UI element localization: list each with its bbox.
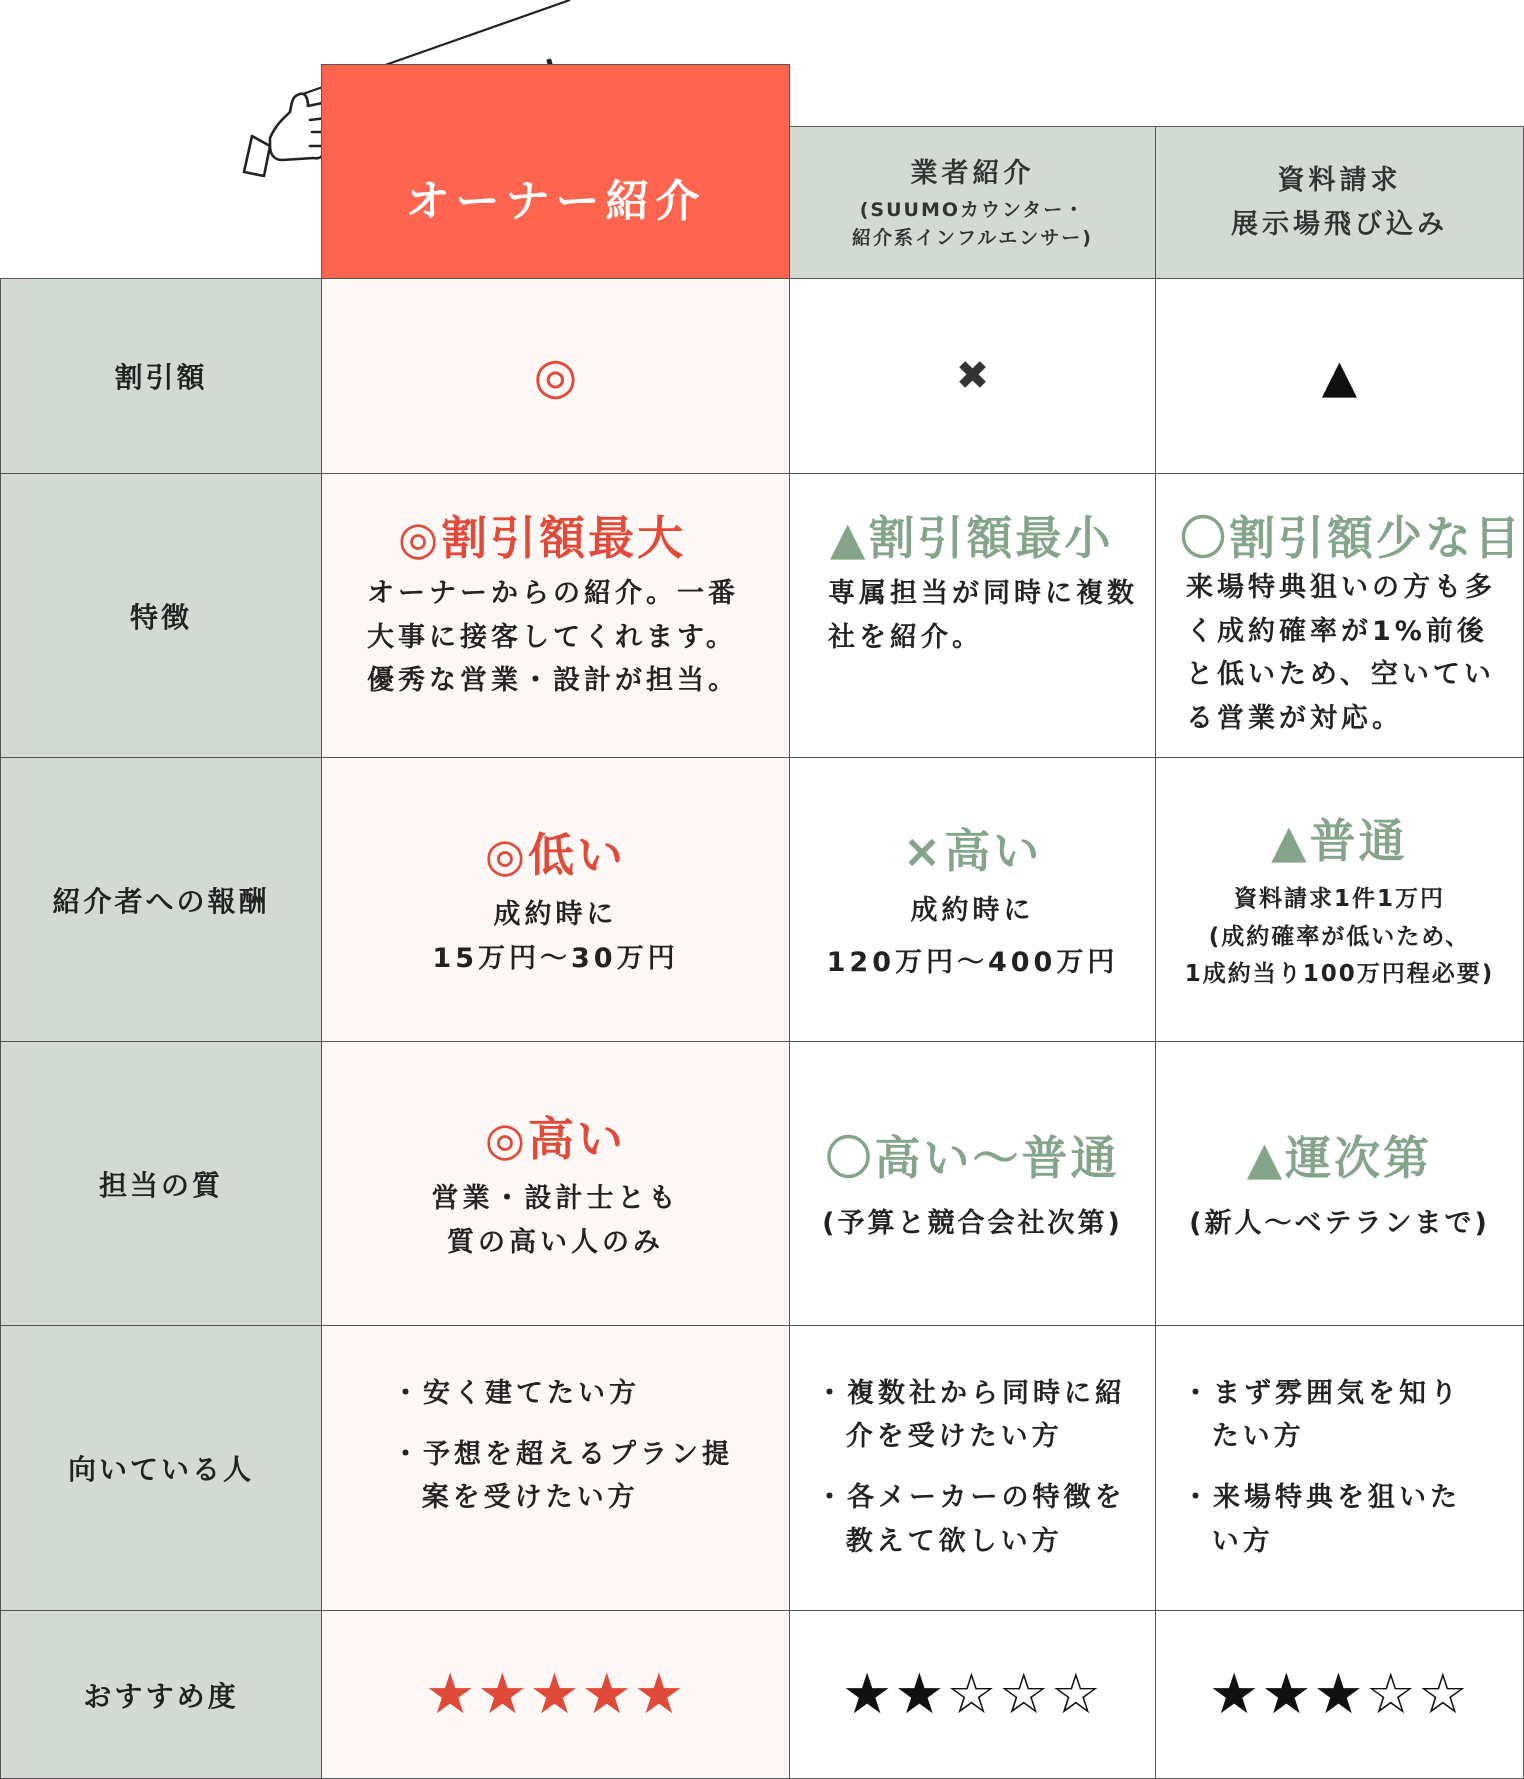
row-label-text: おすすめ度 bbox=[83, 1679, 239, 1713]
reward-owner-title: ◎低い bbox=[484, 827, 627, 882]
request-header-line2: 展示場飛び込み bbox=[1231, 208, 1448, 240]
row-label-discount bbox=[0, 278, 322, 474]
list-item: ・来場特典を狙いたい方 bbox=[1182, 1482, 1461, 1557]
quality-owner-cell bbox=[321, 1041, 790, 1326]
list-item: ・まず雰囲気を知りたい方 bbox=[1182, 1378, 1461, 1453]
reward-agent-title: ×高い bbox=[902, 823, 1043, 878]
reward-request-cell bbox=[1155, 757, 1524, 1042]
quality-request-line1: (新人〜ベテランまで) bbox=[1189, 1207, 1490, 1239]
suited-owner-list bbox=[392, 1372, 752, 1538]
reward-request-title: ▲普通 bbox=[1271, 813, 1408, 868]
features-agent-body: 専属担当が同時に複数社を紹介。 bbox=[828, 578, 1138, 653]
list-item: ・安く建てたい方 bbox=[392, 1378, 640, 1409]
reward-request-line2: (成約確率が低いため、 bbox=[1208, 923, 1471, 950]
features-owner-body: オーナーからの紹介。一番大事に接客してくれます。優秀な営業・設計が担当。 bbox=[367, 578, 739, 697]
list-item: ・予想を超えるプラン提案を受けたい方 bbox=[392, 1439, 733, 1514]
request-header bbox=[1155, 126, 1524, 279]
discount-request-cell bbox=[1155, 278, 1524, 474]
list-item: ・複数社から同時に紹介を受けたい方 bbox=[816, 1378, 1126, 1453]
agent-header-sub1: (SUUMOカウンター・ bbox=[859, 198, 1086, 221]
quality-owner-line1: 営業・設計士とも bbox=[431, 1182, 680, 1214]
agent-header bbox=[789, 126, 1156, 279]
owner-header-title: オーナー紹介 bbox=[405, 175, 706, 227]
recommend-owner-cell bbox=[321, 1610, 790, 1779]
row-label-text: 割引額 bbox=[114, 361, 208, 394]
features-owner-cell bbox=[321, 473, 790, 758]
features-owner-title: ◎割引額最大 bbox=[398, 511, 687, 565]
cross-mark: ✖ bbox=[955, 353, 990, 399]
quality-owner-title: ◎高い bbox=[484, 1111, 627, 1166]
reward-agent-line2: 120万円〜400万円 bbox=[826, 946, 1119, 978]
row-label-text: 紹介者への報酬 bbox=[52, 884, 270, 918]
quality-agent-title: 〇高い〜普通 bbox=[825, 1130, 1120, 1185]
discount-owner-cell bbox=[321, 278, 790, 474]
star-rating: ★★☆☆☆ bbox=[841, 1662, 1103, 1727]
features-agent-title: ▲割引額最小 bbox=[830, 511, 1114, 565]
owner-header bbox=[321, 64, 790, 279]
suited-owner-cell bbox=[321, 1325, 790, 1611]
recommend-agent-cell bbox=[789, 1610, 1156, 1779]
quality-agent-cell bbox=[789, 1041, 1156, 1326]
request-header-line1: 資料請求 bbox=[1277, 165, 1402, 197]
reward-owner-line2: 15万円〜30万円 bbox=[432, 942, 679, 974]
row-label-text: 特徴 bbox=[129, 600, 192, 634]
row-label-text: 担当の質 bbox=[98, 1168, 223, 1202]
reward-owner-line1: 成約時に bbox=[493, 898, 618, 930]
features-agent-cell bbox=[789, 473, 1156, 758]
triangle-mark: ▲ bbox=[1321, 349, 1358, 403]
discount-agent-cell bbox=[789, 278, 1156, 474]
row-label-recommend bbox=[0, 1610, 322, 1779]
features-request-cell bbox=[1155, 473, 1524, 758]
suited-agent-cell bbox=[789, 1325, 1156, 1611]
features-request-title: 〇割引額少な目 bbox=[1180, 511, 1523, 565]
double-circle-mark: ◎ bbox=[533, 347, 578, 405]
suited-agent-list bbox=[816, 1372, 1141, 1581]
quality-owner-line2: 質の高い人のみ bbox=[447, 1226, 664, 1258]
row-label-suited bbox=[0, 1325, 322, 1611]
list-item: ・各メーカーの特徴を教えて欲しい方 bbox=[816, 1482, 1126, 1557]
reward-owner-cell bbox=[321, 757, 790, 1042]
suited-request-list bbox=[1182, 1372, 1472, 1581]
row-label-reward bbox=[0, 757, 322, 1042]
row-label-text: 向いている人 bbox=[67, 1453, 254, 1486]
reward-agent-line1: 成約時に bbox=[910, 894, 1035, 926]
row-label-features bbox=[0, 473, 322, 758]
recommend-request-cell bbox=[1155, 1610, 1524, 1779]
star-rating: ★★★☆☆ bbox=[1208, 1662, 1470, 1727]
reward-request-line1: 資料請求1件1万円 bbox=[1233, 885, 1445, 912]
suited-request-cell bbox=[1155, 1325, 1524, 1611]
star-rating: ★★★★★ bbox=[424, 1662, 686, 1727]
quality-agent-line1: (予算と競合会社次第) bbox=[822, 1207, 1123, 1239]
quality-request-title: ▲運次第 bbox=[1246, 1130, 1433, 1185]
row-label-quality bbox=[0, 1041, 322, 1326]
reward-request-line3: 1成約当り100万円程必要) bbox=[1184, 961, 1495, 988]
agent-header-title: 業者紹介 bbox=[910, 158, 1035, 190]
quality-request-cell bbox=[1155, 1041, 1524, 1326]
agent-header-sub2: 紹介系インフルエンサー) bbox=[852, 227, 1093, 250]
features-request-body: 来場特典狙いの方も多く成約確率が1%前後と低いため、空いている営業が対応。 bbox=[1186, 572, 1496, 735]
reward-agent-cell bbox=[789, 757, 1156, 1042]
